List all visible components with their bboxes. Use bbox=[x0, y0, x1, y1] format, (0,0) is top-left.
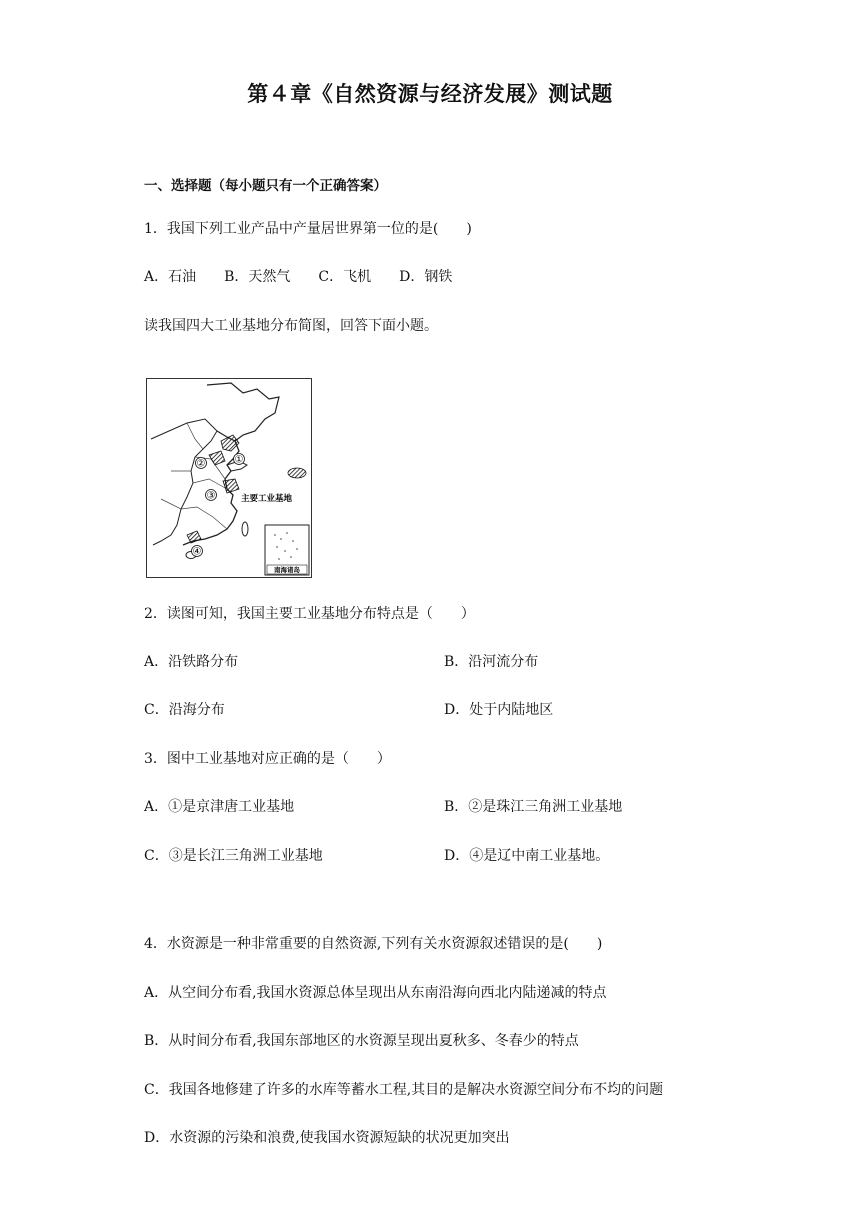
page-title: 第４章《自然资源与经济发展》测试题 bbox=[247, 82, 613, 106]
northeast-outline bbox=[207, 383, 279, 441]
base-2-area bbox=[209, 451, 225, 465]
q4-option-b: B．从时间分布看,我国东部地区的水资源呈现出夏秋多、冬春少的特点 bbox=[144, 1033, 579, 1049]
map-intro: 读我国四大工业基地分布简图，回答下面小题。 bbox=[144, 318, 438, 334]
inset-label: 南海诸岛 bbox=[274, 566, 300, 574]
legend-label: 主要工业基地 bbox=[241, 494, 293, 504]
q3-option-b: B．②是珠江三角洲工业基地 bbox=[444, 799, 623, 815]
marker-1 bbox=[234, 454, 245, 466]
svg-text:①: ① bbox=[234, 454, 244, 466]
svg-text:②: ② bbox=[196, 458, 206, 470]
q4-option-c: C．我国各地修建了许多的水库等蓄水工程,其目的是解决水资源空间分布不均的问题 bbox=[144, 1082, 664, 1098]
q2-option-c: C．沿海分布 bbox=[144, 702, 225, 718]
q4-option-a: A．从空间分布看,我国水资源总体呈现出从东南沿海向西北内陆递减的特点 bbox=[144, 985, 607, 1001]
question-1-stem: 1．我国下列工业产品中产量居世界第一位的是( ) bbox=[144, 221, 472, 237]
q3-option-a: A．①是京津唐工业基地 bbox=[144, 799, 295, 815]
q2-option-b: B．沿河流分布 bbox=[444, 654, 539, 670]
q1-option-a: A．石油 bbox=[144, 269, 197, 285]
svg-text:③: ③ bbox=[206, 490, 216, 502]
q1-option-c: C．飞机 bbox=[318, 269, 372, 285]
base-1-area bbox=[221, 435, 239, 451]
marker-3 bbox=[206, 490, 217, 502]
q4-option-d: D．水资源的污染和浪费,使我国水资源短缺的状况更加突出 bbox=[144, 1130, 510, 1146]
province-borders bbox=[161, 423, 227, 529]
q1-option-d: D．钢铁 bbox=[399, 269, 453, 285]
base-3-area bbox=[223, 479, 239, 493]
question-3-stem: 3．图中工业基地对应正确的是（ ） bbox=[144, 751, 391, 767]
svg-text:④: ④ bbox=[192, 546, 202, 558]
question-2-stem: 2．读图可知，我国主要工业基地分布特点是（ ） bbox=[144, 606, 475, 622]
q3-option-c: C．③是长江三角洲工业基地 bbox=[144, 848, 323, 864]
question-4-stem: 4．水资源是一种非常重要的自然资源,下列有关水资源叙述错误的是( ) bbox=[144, 936, 603, 952]
taiwan-island bbox=[242, 522, 248, 536]
marker-2 bbox=[196, 458, 207, 470]
q2-option-a: A．沿铁路分布 bbox=[144, 654, 239, 670]
industrial-base-map bbox=[146, 378, 312, 578]
question-1-options bbox=[144, 266, 480, 286]
q2-option-d: D．处于内陆地区 bbox=[444, 702, 554, 718]
base-4-area bbox=[187, 531, 201, 543]
section-heading: 一、选择题（每小题只有一个正确答案） bbox=[144, 178, 387, 194]
marker-4 bbox=[192, 546, 203, 558]
legend-symbol bbox=[288, 468, 306, 478]
interior-outline bbox=[151, 419, 217, 545]
q1-option-b: B．天然气 bbox=[224, 269, 291, 285]
q3-option-d: D．④是辽中南工业基地。 bbox=[444, 848, 610, 864]
